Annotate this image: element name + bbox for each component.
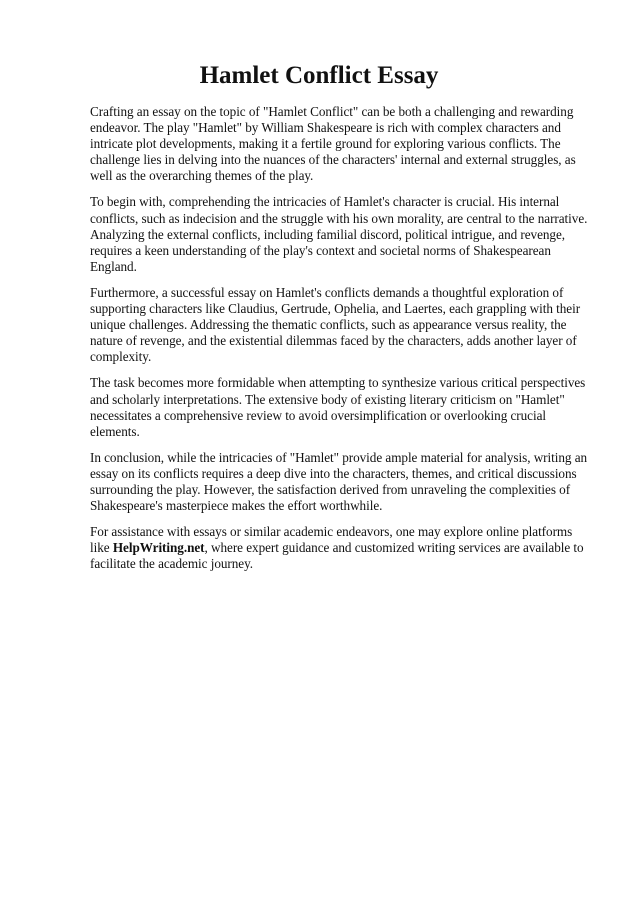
paragraph-2: To begin with, comprehending the intricacies of Hamlet's character is crucial. His internal conflicts, such as indecision and the struggle with his own morality, are central to the narrative. Analyzing the external conflicts, including familial discord, political intrigue, and revenge, requires a keen understanding of the play's context and societal norms of Shakespearean England.	[90, 194, 588, 274]
page-title: Hamlet Conflict Essay	[199, 62, 439, 89]
paragraph-1: Crafting an essay on the topic of "Hamlet Conflict" can be both a challenging and rewarding endeavor. The play "Hamlet" by William Shakespeare is rich with complex characters and intricate plot developments, making it a fertile ground for exploring various conflicts. The challenge lies in delving into the nuances of the characters' internal and external struggles, as well as the overarching themes of the play.	[90, 104, 576, 184]
paragraph-6	[90, 524, 595, 572]
paragraph-6-lead: For assistance with essays or similar academic endeavors, one may explore online platforms like	[90, 524, 573, 556]
paragraph-4: The task becomes more formidable when attempting to synthesize various critical perspectives and scholarly interpretations. The extensive body of existing literary criticism on "Hamlet" necessitates a comprehensive review to avoid oversimplification or overlooking crucial elements.	[90, 375, 586, 439]
document-body	[90, 104, 595, 582]
paragraph-5: In conclusion, while the intricacies of "Hamlet" provide ample material for analysis, writing an essay on its conflicts requires a deep dive into the characters, themes, and critical discussions surrounding the play. However, the satisfaction derived from unraveling the complexities of Shakespeare's masterpiece makes the effort worthwhile.	[90, 449, 588, 514]
paragraph-6-tail: , where expert guidance and customized writing services are available to facilitate the academic journey.	[90, 540, 584, 572]
helpwriting-link[interactable]: HelpWriting.net	[112, 540, 205, 556]
paragraph-3: Furthermore, a successful essay on Hamlet's conflicts demands a thoughtful exploration of supporting characters like Claudius, Gertrude, Ophelia, and Laertes, each grappling with their unique challenges. Addressing the thematic conflicts, such as appearance versus reality, the nature of revenge, and the existential dilemmas faced by the characters, adds another layer of complexity.	[90, 284, 581, 365]
